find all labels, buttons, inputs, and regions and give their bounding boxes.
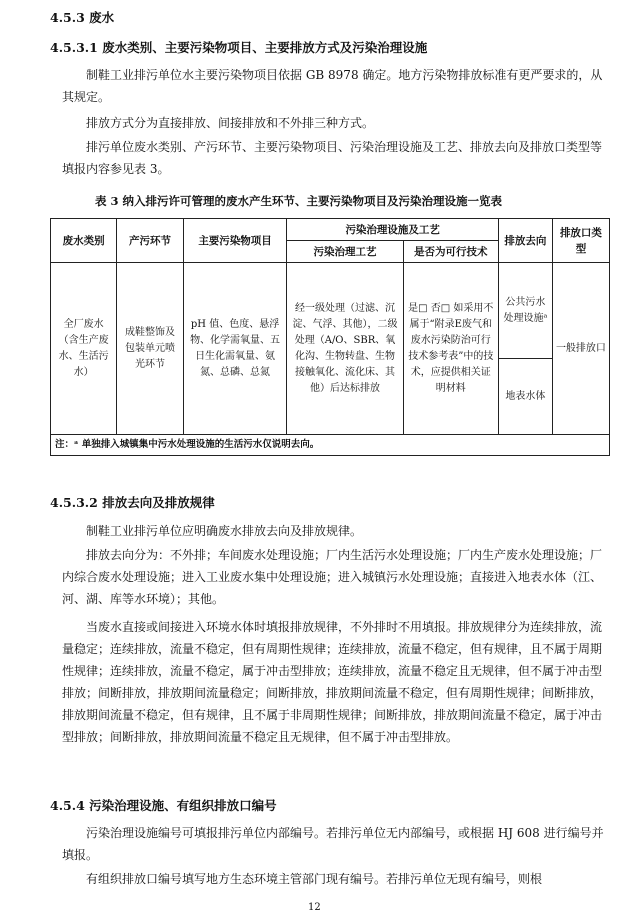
table-note: 注：ᵃ 单独排入城镇集中污水处理设施的生活污水仅说明去向。: [51, 435, 610, 456]
header-process-tech: 污染治理工艺: [287, 241, 403, 263]
cell-pollutants: pH 值、色度、悬浮物、化学需氧量、五日生化需氧量、氨氮、总磷、总氮: [183, 263, 287, 435]
header-feasible: 是否为可行技术: [403, 241, 498, 263]
section-heading-4-5-4: 4.5.4 污染治理设施、有组织排放口编号: [50, 798, 277, 813]
cell-destination-surface: 地表水体: [498, 359, 552, 435]
section-heading-4-5-3: 4.5.3 废水: [50, 10, 115, 25]
header-process: 产污环节: [117, 219, 183, 263]
header-facility-group: 污染治理设施及工艺: [287, 219, 499, 241]
table-caption: 表 3 纳入排污许可管理的废水产生环节、主要污染物项目及污染治理设施一览表: [95, 194, 503, 208]
header-destination: 排放去向: [498, 219, 552, 263]
section-heading-4-5-3-2: 4.5.3.2 排放去向及排放规律: [50, 495, 215, 510]
paragraph-discharge-modes: 排放方式分为直接排放、间接排放和不外排三种方式。: [86, 116, 375, 130]
cell-outlet-type: 一般排放口: [552, 263, 609, 435]
header-pollutants: 主要污染物项目: [183, 219, 287, 263]
page-number: 12: [308, 902, 321, 913]
cell-category: 全厂废水（含生产废水、生活污水）: [51, 263, 117, 435]
paragraph-pollutant-standard: 制鞋工业排污单位水主要污染物项目依据 GB 8978 确定。地方污染物排放标准有更严要求的，从其规定。: [62, 68, 603, 104]
cell-destination-public: 公共污水处理设施ᵃ: [498, 263, 552, 359]
cell-feasible: 是□ 否□ 如采用不属于“附录E废气和废水污染防治可行技术参考表”中的技术，应提供相关证明材料: [403, 263, 498, 435]
paragraph-facility-numbering: 污染治理设施编号可填报排污单位内部编号。若排污单位无内部编号，或根据 HJ 608 进行编号并填报。: [62, 826, 604, 862]
section-heading-4-5-3-1: 4.5.3.1 废水类别、主要污染物项目、主要排放方式及污染治理设施: [50, 40, 428, 55]
paragraph-table-reference: 排污单位废水类别、产污环节、主要污染物项目、污染治理设施及工艺、排放去向及排放口类型等填报内容参见表 3。: [62, 140, 603, 176]
paragraph-discharge-destinations: 排放去向分为：不外排；车间废水处理设施；厂内生活污水处理设施；厂内生产废水处理设施；厂内综合废水处理设施；进入工业废水集中处理设施；进入城镇污水处理设施；直接进入地表水体（江、河、湖、库等水环境）；其他。: [62, 548, 603, 606]
paragraph-outlet-numbering: 有组织排放口编号填写地方生态环境主管部门现有编号。若排污单位无现有编号，则根: [86, 872, 543, 886]
cell-process: 成鞋整饰及包装单元喷光环节: [117, 263, 183, 435]
cell-process-tech: 经一级处理（过滤、沉淀、气浮、其他），二级处理（A/O、SBR、氧化沟、生物转盘、生物接触氧化、流化床、其他）后达标排放: [287, 263, 403, 435]
paragraph-discharge-requirement: 制鞋工业排污单位应明确废水排放去向及排放规律。: [86, 524, 363, 538]
wastewater-table: [50, 218, 610, 456]
header-category: 废水类别: [51, 219, 117, 263]
header-outlet-type: 排放口类型: [552, 219, 609, 263]
paragraph-discharge-patterns: 当废水直接或间接进入环境水体时填报排放规律，不外排时不用填报。排放规律分为连续排放，流量稳定；连续排放，流量不稳定，但有周期性规律；连续排放，流量不稳定，但有规律，且不属于周期性规律；连续排放，流量不稳定，属于冲击型排放；连续排放，流量不稳定且无规律，但不属于冲击型排放；间断排放，排放期间流量稳定；间断排放，排放期间流量不稳定，但有周期性规律；间断排放，排放期间流量不稳定，但有规律，且不属于非周期性规律；间断排放，排放期间流量不稳定，属于冲击型排放；间断排放，排放期间流量不稳定且无规律，但不属于冲击型排放。: [62, 620, 603, 744]
